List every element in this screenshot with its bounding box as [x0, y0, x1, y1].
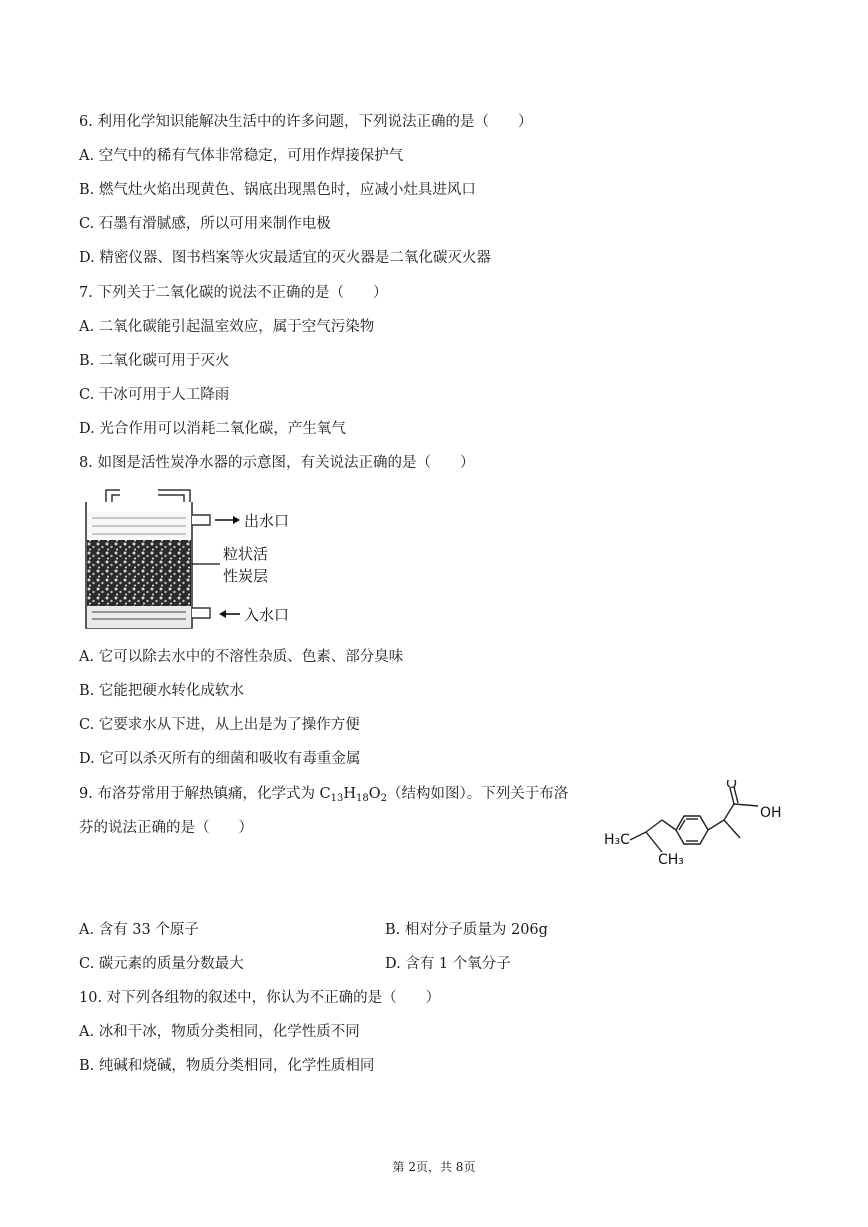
oh-label: OH [760, 805, 782, 821]
inlet-label: 入水口 [244, 606, 290, 624]
q9-stem-line1 [79, 784, 568, 809]
q8-option-d: D. 它可以杀灭所有的细菌和吸收有毒重金属 [79, 751, 361, 767]
page-footer: 第 2页，共 8页 [392, 1160, 476, 1174]
water-purifier-diagram [78, 488, 318, 636]
q8-stem: 8. 如图是活性炭净水器的示意图，有关说法正确的是（ ） [79, 455, 475, 471]
q9-sub-2: 2 [380, 793, 388, 804]
q7-stem: 7. 下列关于二氧化碳的说法不正确的是（ ） [79, 285, 388, 301]
q9-stem-line2: 芬的说法正确的是（ ） [79, 820, 253, 836]
q9-sub-18: 18 [356, 793, 369, 804]
q9-option-c: C. 碳元素的质量分数最大 [79, 956, 244, 972]
q9-stem-part-a: 9. 布洛芬常用于解热镇痛，化学式为 C [79, 786, 331, 802]
ibuprofen-skeleton-drawing [600, 780, 800, 880]
svg-text:O: O [726, 780, 738, 792]
q7-option-c: C. 干冰可用于人工降雨 [79, 387, 230, 403]
q8-option-c: C. 它要求水从下进，从上出是为了操作方便 [79, 717, 360, 733]
q8-option-a: A. 它可以除去水中的不溶性杂质、色素、部分臭味 [79, 649, 404, 665]
carbon-layer-label-line2: 性炭层 [223, 567, 269, 585]
ch3-label: CH₃ [658, 852, 684, 868]
q9-h: H [343, 786, 357, 802]
q6-option-b: B. 燃气灶火焰出现黄色、锅底出现黑色时，应减小灶具进风口 [79, 182, 476, 198]
q9-option-b: B. 相对分子质量为 206g [385, 922, 548, 938]
q9-o: O [368, 786, 381, 802]
ibuprofen-structure [600, 780, 800, 880]
q10-stem: 10. 对下列各组物的叙述中，你认为不正确的是（ ） [79, 990, 441, 1006]
q8-option-b: B. 它能把硬水转化成软水 [79, 683, 244, 699]
q9-option-a: A. 含有 33 个原子 [79, 922, 199, 938]
carbon-layer-label-line1: 粒状活 [223, 545, 269, 563]
q10-option-b: B. 纯碱和烧碱，物质分类相同，化学性质相同 [79, 1058, 375, 1074]
q6-option-d: D. 精密仪器、图书档案等火灾最适宜的灭火器是二氧化碳灭火器 [79, 250, 491, 266]
outlet-label: 出水口 [244, 512, 290, 530]
q9-stem-part-b: （结构如图）。下列关于布洛 [387, 786, 569, 802]
q6-option-a: A. 空气中的稀有气体非常稳定，可用作焊接保护气 [79, 148, 404, 164]
q10-option-a: A. 冰和干冰，物质分类相同，化学性质不同 [79, 1024, 360, 1040]
q9-option-d: D. 含有 1 个氧分子 [385, 956, 511, 972]
q7-option-b: B. 二氧化碳可用于灭火 [79, 353, 230, 369]
q7-option-a: A. 二氧化碳能引起温室效应，属于空气污染物 [79, 319, 375, 335]
q6-stem: 6. 利用化学知识能解决生活中的许多问题，下列说法正确的是（ ） [79, 114, 533, 130]
q6-option-c: C. 石墨有滑腻感，所以可用来制作电极 [79, 216, 331, 232]
h3c-label: H₃C [604, 832, 630, 848]
q9-sub-13: 13 [330, 793, 344, 804]
q7-option-d: D. 光合作用可以消耗二氧化碳，产生氧气 [79, 421, 346, 437]
